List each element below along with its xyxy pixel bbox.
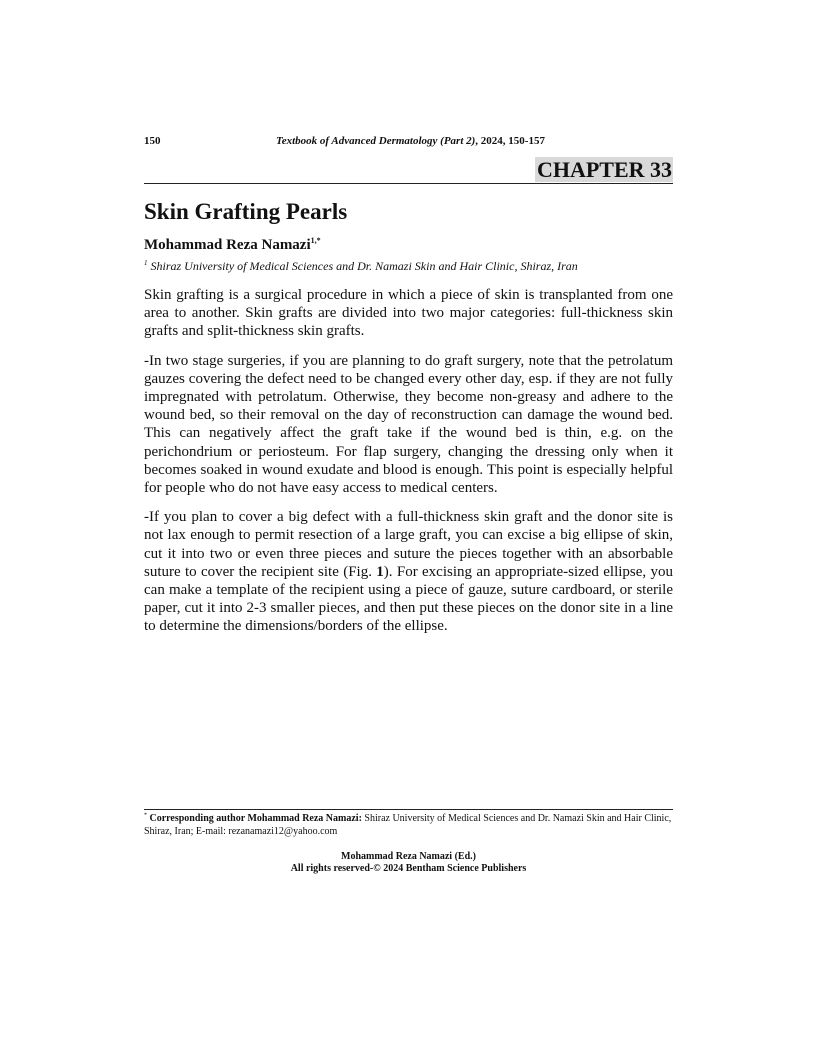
journal-year-pages: , 2024, 150-157 (475, 135, 545, 147)
paragraph-two-stage-surgery: -In two stage surgeries, if you are planning to do graft surgery, note that the petrolatum gauzes covering the defect need to be changed every other day, esp. if they are not fully impregnated with petrolatum. Otherwise, they become non-greasy and adhere to the wound bed, so their removal on the day of reconstruction can damage the wound bed. This can negatively affect the graft take if the wound bed is thin, e.g. on the perichondrium or periosteum. For flap surgery, changing the dressing only when it becomes soaked in wound exudate and blood is enough. This point is especially helpful for people who do not have easy access to medical centers. (144, 352, 673, 497)
author-superscript: 1,* (310, 236, 321, 245)
figure-reference[interactable]: 1 (376, 563, 384, 580)
editor-name: Mohammad Reza Namazi (Ed.) (341, 851, 476, 862)
footnote (144, 812, 673, 838)
chapter-title: Skin Grafting Pearls (144, 199, 348, 224)
paragraph-full-thickness-graft (144, 508, 673, 635)
page-number: 150 (144, 135, 161, 147)
author-line (144, 236, 321, 254)
paragraph-introduction: Skin grafting is a surgical procedure in which a piece of skin is transplanted from one area to another. Skin grafts are divided into two major categories: full-thickness skin grafts and split-thickness skin grafts. (144, 287, 673, 340)
journal-title: Textbook of Advanced Dermatology (Part 2) (276, 135, 476, 147)
footnote-text: Shiraz University of Medical Sciences and Dr. Namazi Skin and Hair Clinic, Shiraz, Iran; E-mail: rezanamazi12@yahoo.com (144, 813, 672, 837)
journal-citation (276, 134, 545, 148)
footnote-label: Corresponding author Mohammad Reza Namazi: (149, 813, 362, 824)
affiliation-text: Shiraz University of Medical Sciences and Dr. Namazi Skin and Hair Clinic, Shiraz, Iran (150, 259, 578, 273)
document-page (144, 0, 673, 1056)
footnote-marker: * (144, 812, 147, 819)
paragraph-text: -If you plan to cover a big defect with a full-thickness skin graft and the donor site is not lax enough to permit resection of a large graft, you can excise a big ellipse of skin, cut it into two or even three pieces and suture the pieces together with an absorbable suture to cover the recipient site (Fig. (144, 509, 673, 580)
chapter-divider (144, 183, 673, 184)
chapter-body (144, 286, 673, 647)
footnote-divider (144, 809, 673, 810)
chapter-label: CHAPTER 33 (536, 157, 672, 182)
author-name: Mohammad Reza Namazi (144, 237, 311, 253)
paragraph-text: ). For excising an appropriate-sized ellipse, you can make a template of the recipient using a piece of gauze, suture cardboard, or sterile paper, cut it into 2-3 smaller pieces, and then put these pieces on the donor site in a line to determine the dimensions/borders of the ellipse. (144, 563, 673, 635)
affiliation-marker: 1 (144, 259, 148, 267)
author-affiliation (144, 259, 578, 274)
copyright-line: All rights reserved-© 2024 Bentham Science Publishers (290, 863, 527, 874)
editor-credit (144, 851, 673, 875)
